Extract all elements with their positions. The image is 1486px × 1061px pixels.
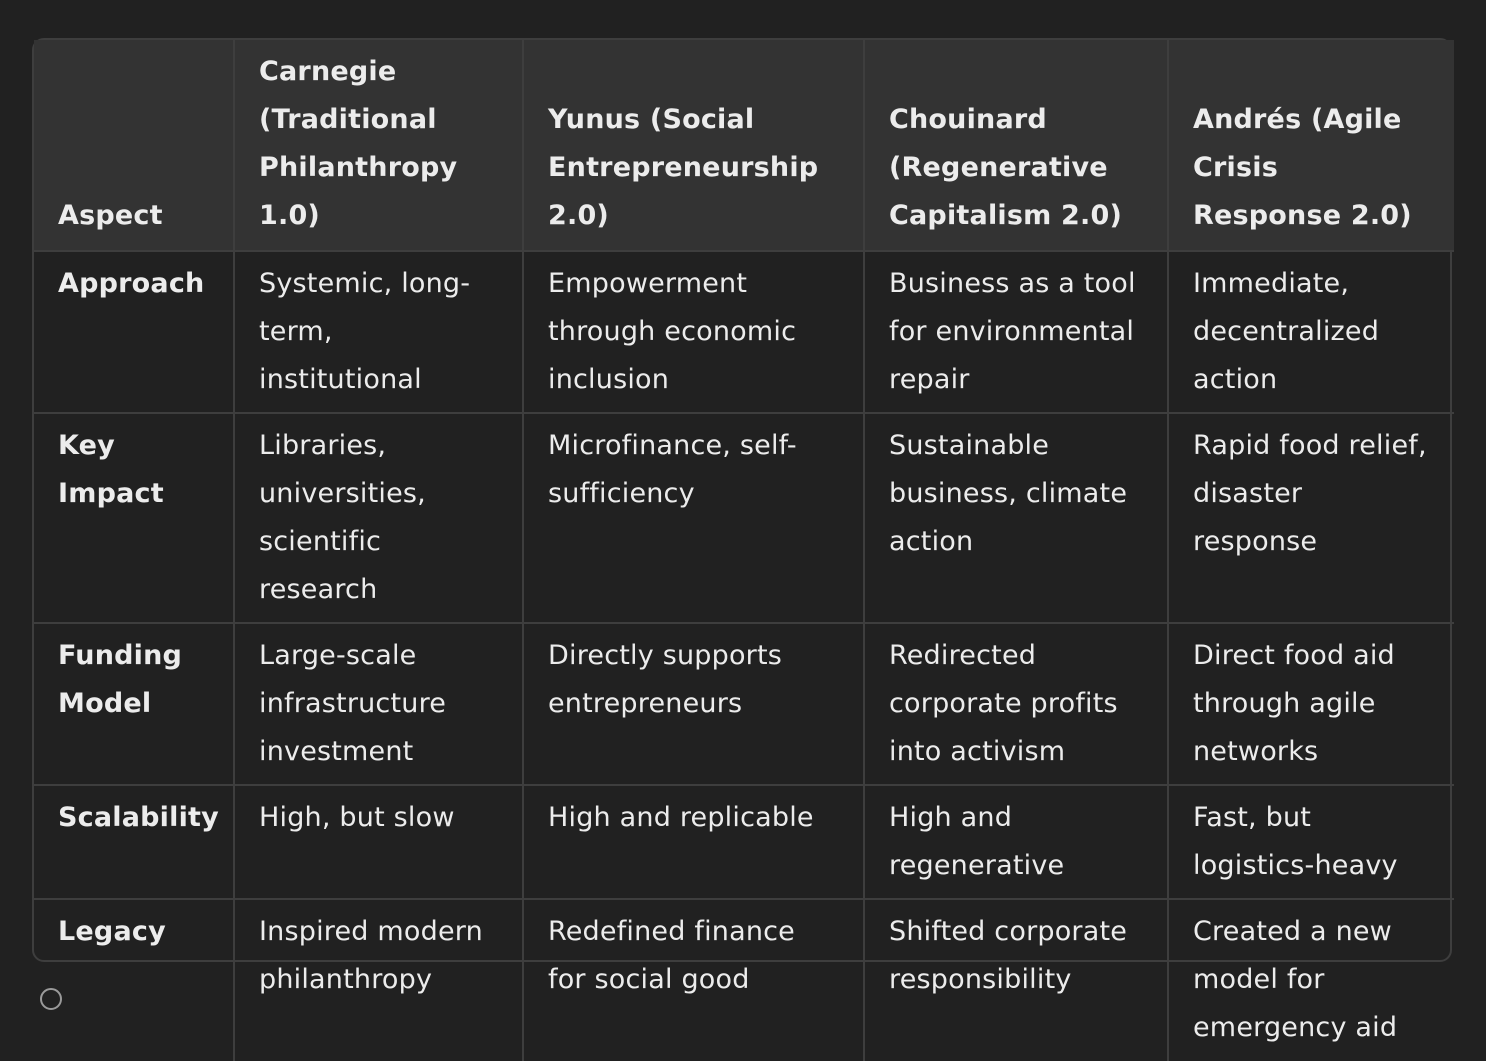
table-row [34,785,1454,899]
circle-icon [40,988,62,1010]
table-cell: Large-scale infrastructure investment [234,623,523,785]
table-cell: High and regenerative [864,785,1168,899]
table-cell: Systemic, long-term, institutional [234,251,523,413]
header-cell-carnegie: Carnegie (Traditional Philanthropy 1.0) [234,40,523,251]
table-row [34,899,1454,1061]
header-cell-aspect: Aspect [34,40,234,251]
table-row [34,413,1454,623]
row-label: Legacy [34,899,234,1061]
table-cell: Directly supports entrepreneurs [523,623,864,785]
table-cell: Redefined finance for social good [523,899,864,1061]
table-cell: Libraries, universities, scientific research [234,413,523,623]
row-label: Funding Model [34,623,234,785]
table-cell: Empowerment through economic inclusion [523,251,864,413]
table-body [34,251,1454,1061]
table-row [34,623,1454,785]
table-cell: Shifted corporate responsibility [864,899,1168,1061]
table-cell: High and replicable [523,785,864,899]
comparison-table [34,40,1454,1061]
table-cell: Microfinance, self-sufficiency [523,413,864,623]
table-cell: High, but slow [234,785,523,899]
table-cell: Immediate, decentralized action [1168,251,1454,413]
table-cell: Sustainable business, climate action [864,413,1168,623]
table-header [34,40,1454,251]
header-row [34,40,1454,251]
header-cell-andres: Andrés (Agile Crisis Response 2.0) [1168,40,1454,251]
table-cell: Inspired modern philanthropy [234,899,523,1061]
table-row [34,251,1454,413]
header-cell-chouinard: Chouinard (Regenerative Capitalism 2.0) [864,40,1168,251]
header-cell-yunus: Yunus (Social Entrepreneurship 2.0) [523,40,864,251]
table-cell: Business as a tool for environmental repair [864,251,1168,413]
clipped-text-line [0,0,1486,8]
row-label: Approach [34,251,234,413]
table-cell: Direct food aid through agile networks [1168,623,1454,785]
table-cell: Redirected corporate profits into activism [864,623,1168,785]
table-cell: Fast, but logistics-heavy [1168,785,1454,899]
row-label: Key Impact [34,413,234,623]
table-cell: Rapid food relief, disaster response [1168,413,1454,623]
comparison-table-container [32,38,1452,1043]
table-cell: Created a new model for emergency aid [1168,899,1454,1061]
row-label: Scalability [34,785,234,899]
